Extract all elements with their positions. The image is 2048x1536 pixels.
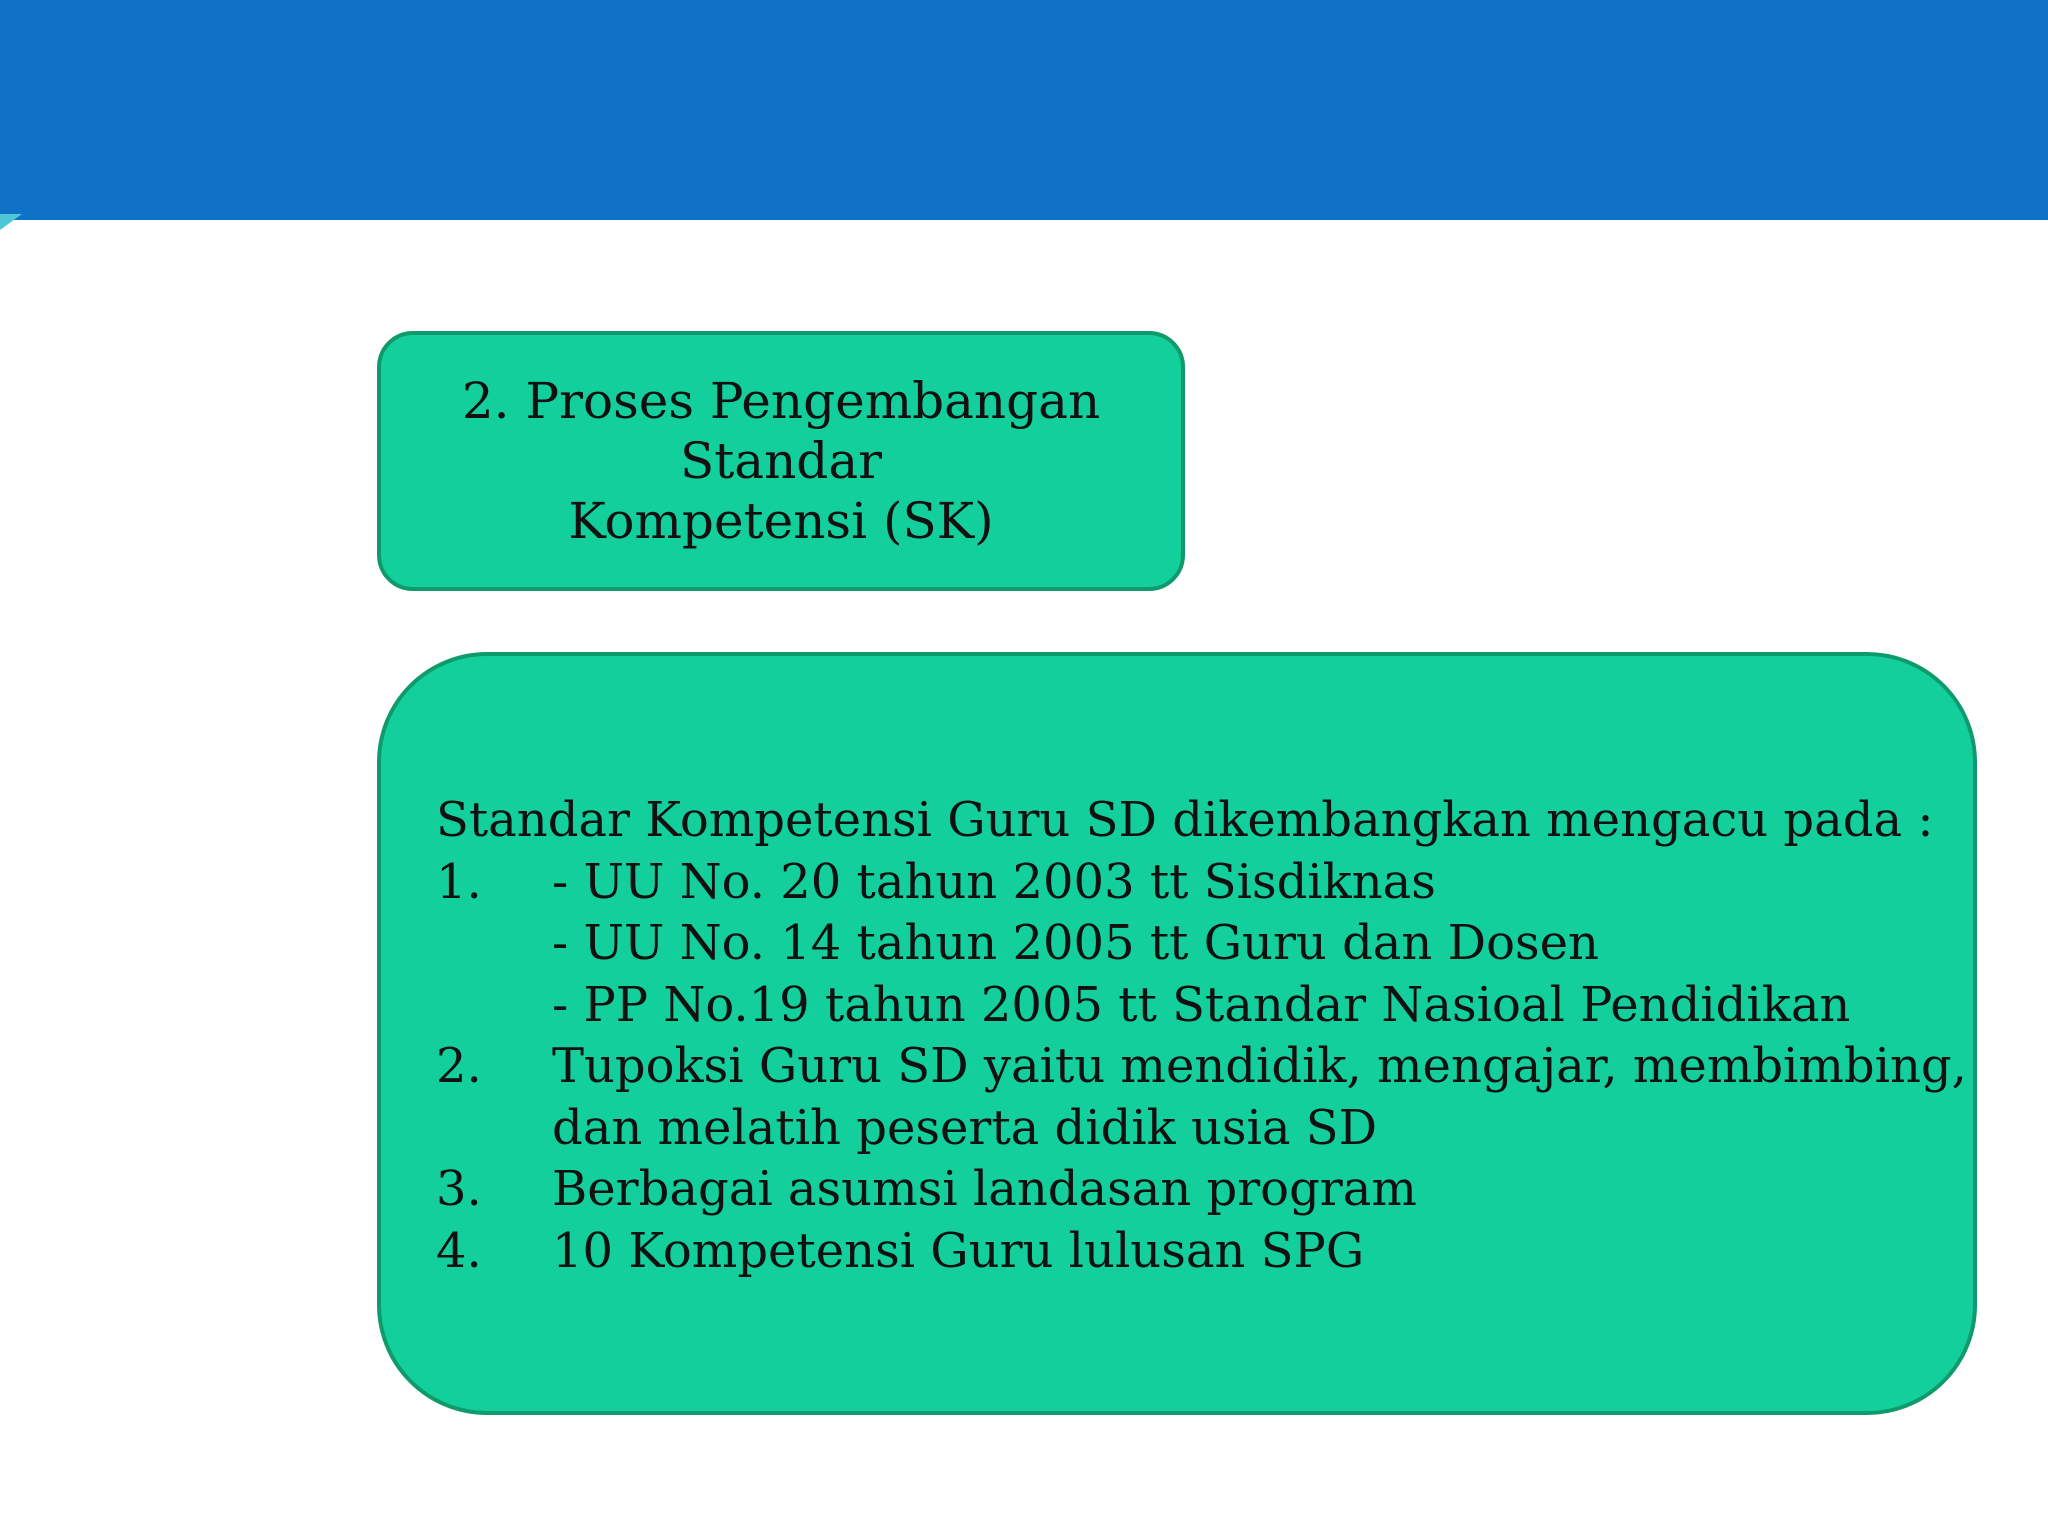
item-line: 10 Kompetensi Guru lulusan SPG: [552, 1222, 1365, 1279]
list-item: [436, 1036, 1967, 1098]
item-line: - UU No. 14 tahun 2005 tt Guru dan Dosen: [552, 915, 1599, 971]
list-item-continuation: [436, 975, 1936, 1037]
slide-title: [381, 371, 1181, 551]
title-line-1: 2. Proses Pengembangan Standar: [461, 372, 1101, 490]
list-item: [436, 1159, 1936, 1221]
item-line: Berbagai asumsi landasan program: [552, 1161, 1417, 1217]
list-item-continuation: [436, 1098, 1936, 1160]
intro-text: Standar Kompetensi Guru SD dikembangkan mengacu pada :: [436, 792, 1934, 848]
item-line: - UU No. 20 tahun 2003 tt Sisdiknas: [552, 853, 1436, 910]
title-line-2: Kompetensi (SK): [568, 492, 994, 550]
item-line: Tupoksi Guru SD yaitu mendidik, mengajar, membimbing,: [552, 1038, 1967, 1094]
item-number: 2.: [436, 1038, 482, 1094]
title-box: [377, 331, 1185, 591]
corner-accent: [0, 214, 22, 230]
item-number: 3.: [436, 1161, 482, 1217]
item-number: 4.: [436, 1222, 482, 1279]
header-band: [0, 0, 2048, 220]
item-line: dan melatih peserta didik usia SD: [552, 1099, 1378, 1156]
item-number: 1.: [436, 853, 482, 910]
list-item-continuation: [436, 913, 1936, 975]
content-text: [436, 790, 1967, 1282]
item-line: - PP No.19 tahun 2005 tt Standar Nasioal Pendidikan: [552, 976, 1851, 1033]
list-item: [436, 852, 1936, 914]
intro-line: [436, 790, 1936, 852]
list-item: [436, 1221, 1936, 1283]
